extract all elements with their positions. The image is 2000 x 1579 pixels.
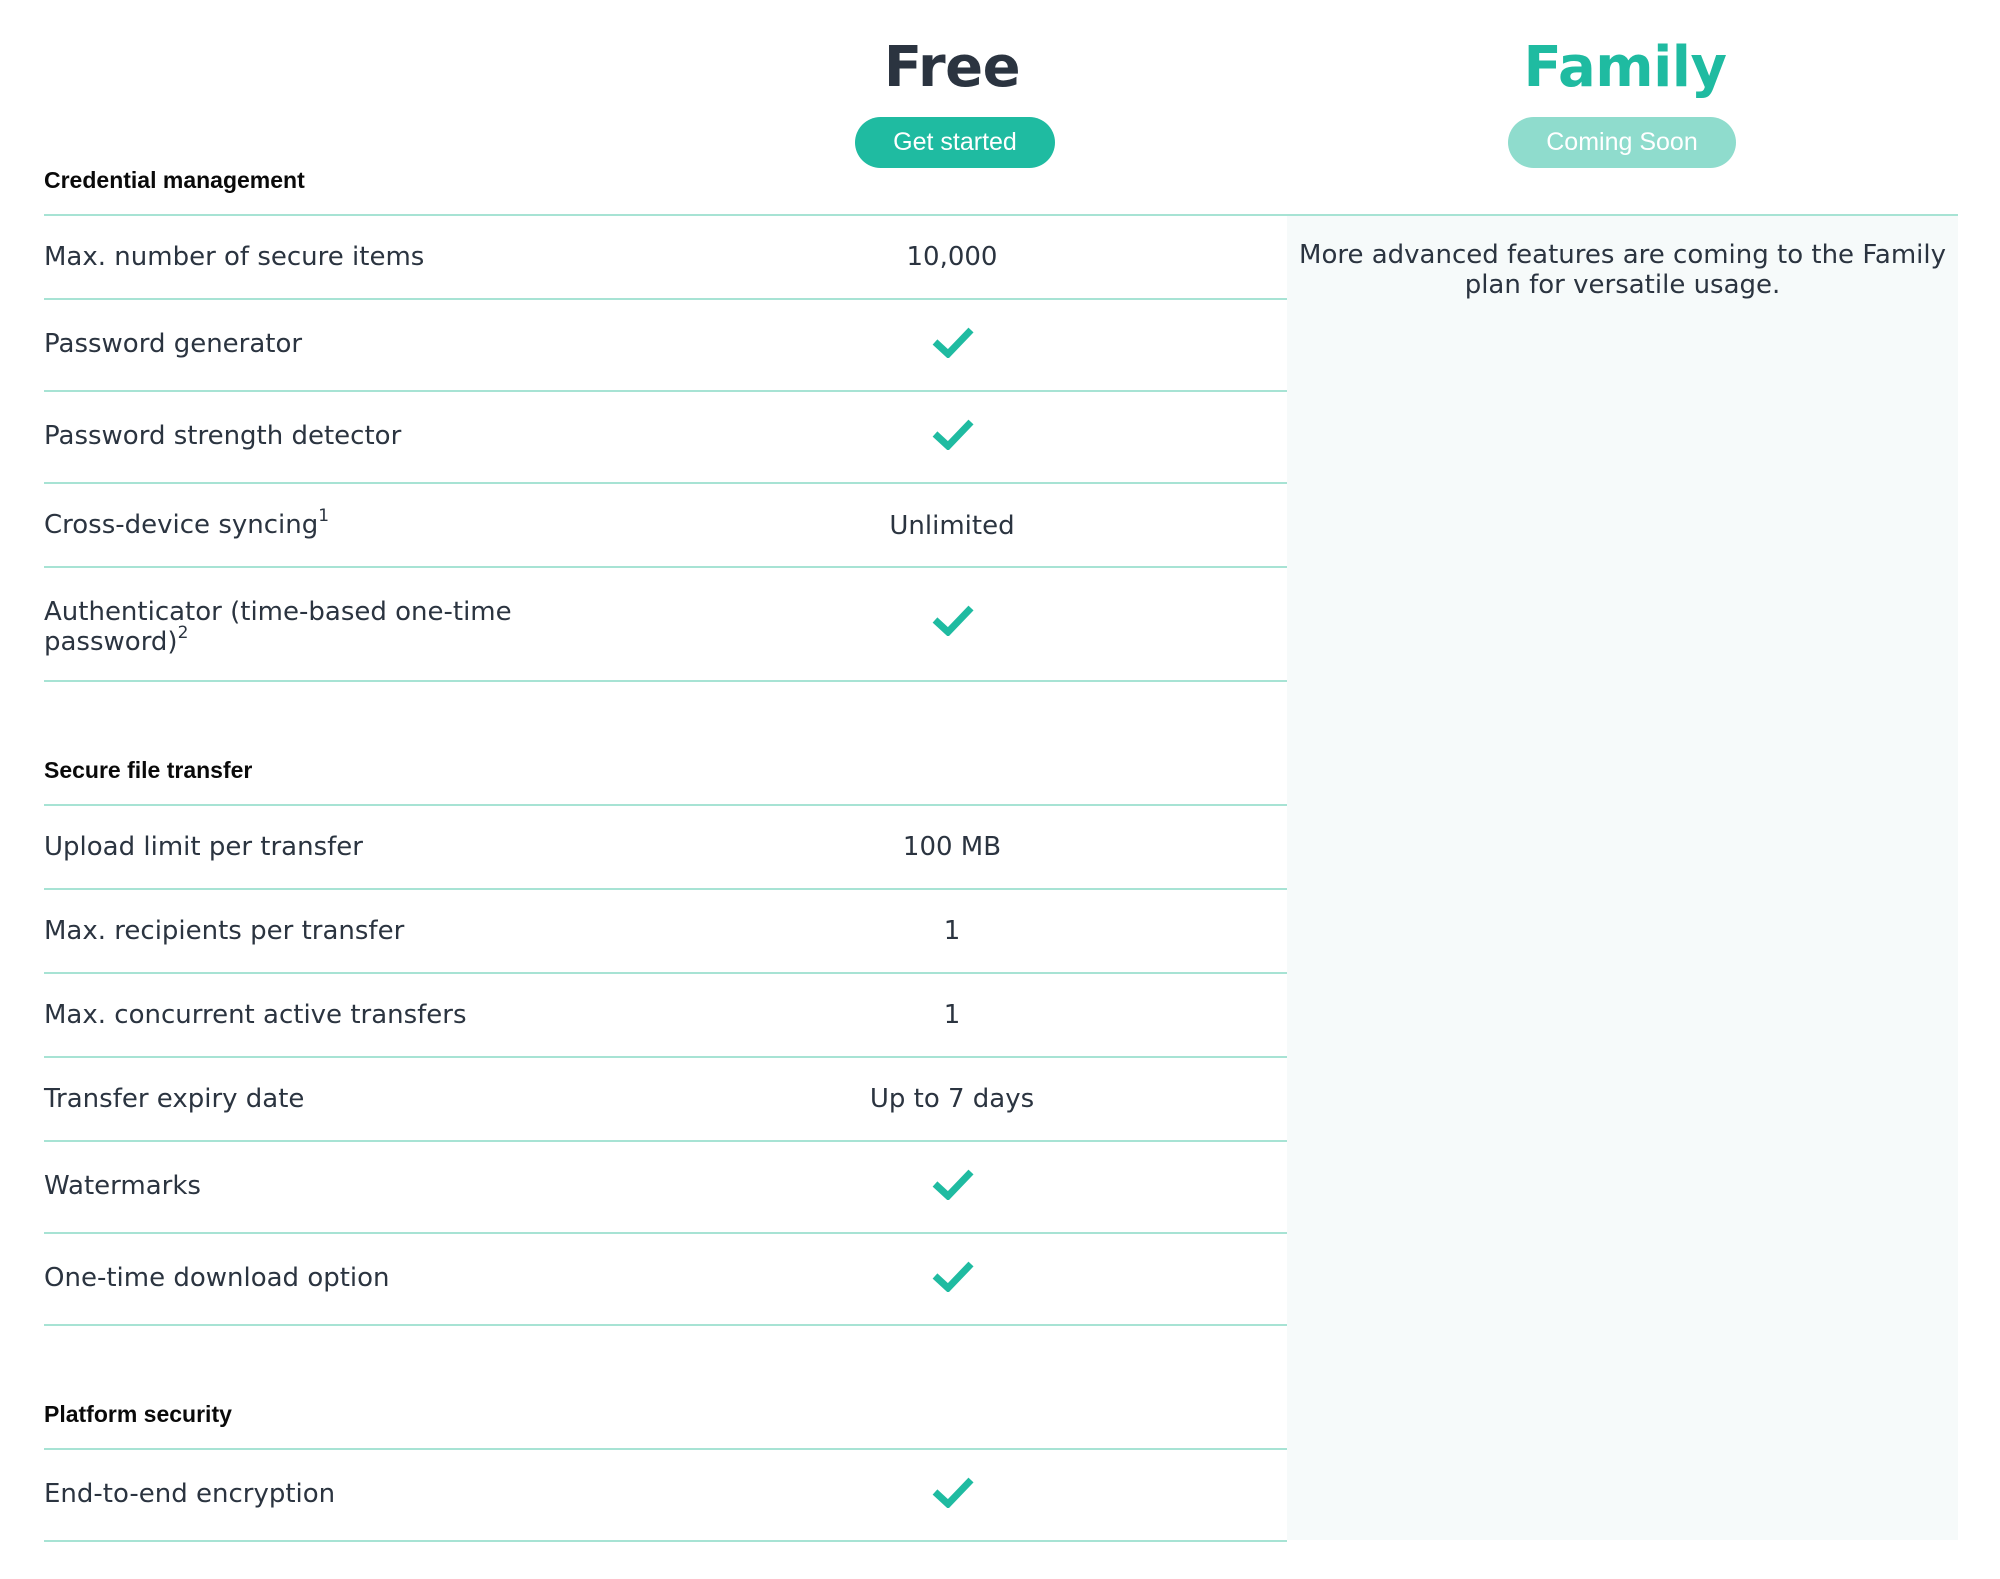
feature-label: Authenticator (time-based one-time password)$^2$ — [44, 597, 512, 657]
feature-label: Password generator — [44, 329, 303, 359]
feature-label: Max. recipients per transfer — [44, 916, 405, 946]
free-value: 100 MB — [902, 832, 1002, 862]
divider — [44, 214, 1958, 216]
feature-label: Max. number of secure items — [44, 242, 425, 272]
free-value: 1 — [943, 916, 961, 946]
check-icon — [932, 1260, 974, 1292]
divider — [44, 1140, 1287, 1142]
divider — [44, 482, 1287, 484]
divider — [44, 888, 1287, 890]
feature-label: Password strength detector — [44, 421, 402, 451]
check-icon — [932, 326, 974, 358]
check-icon — [932, 604, 974, 636]
free-value: Unlimited — [889, 511, 1015, 541]
section-title-credential-management: Credential management — [44, 167, 305, 193]
feature-label: One-time download option — [44, 1263, 390, 1293]
feature-label: Transfer expiry date — [44, 1084, 305, 1114]
footnote-marker: 2 — [177, 623, 189, 644]
divider — [44, 1540, 1287, 1542]
footnote-marker: 1 — [318, 506, 330, 527]
free-value: 10,000 — [906, 242, 998, 272]
check-icon — [932, 1168, 974, 1200]
coming-soon-button[interactable]: Coming Soon — [1508, 117, 1736, 168]
get-started-button[interactable]: Get started — [855, 117, 1055, 168]
divider — [44, 972, 1287, 974]
check-icon — [932, 418, 974, 450]
free-value: 1 — [943, 1000, 961, 1030]
feature-label: Upload limit per transfer — [44, 832, 363, 862]
divider — [44, 1324, 1287, 1326]
divider — [44, 1448, 1287, 1450]
family-plan-note: More advanced features are coming to the Family plan for versatile usage. — [1299, 240, 1946, 300]
divider — [44, 390, 1287, 392]
free-value: Up to 7 days — [869, 1084, 1035, 1114]
feature-label: End-to-end encryption — [44, 1479, 336, 1509]
divider — [44, 1232, 1287, 1234]
section-title-platform-security: Platform security — [44, 1401, 232, 1427]
family-plan-panel — [1287, 215, 1958, 1540]
check-icon — [932, 1476, 974, 1508]
divider — [44, 298, 1287, 300]
divider — [44, 1056, 1287, 1058]
free-plan-title: Free — [883, 35, 1021, 100]
family-plan-title: Family — [1523, 35, 1727, 100]
feature-label: Max. concurrent active transfers — [44, 1000, 467, 1030]
section-title-secure-file-transfer: Secure file transfer — [44, 757, 253, 783]
divider — [44, 804, 1287, 806]
divider — [44, 566, 1287, 568]
divider — [44, 680, 1287, 682]
feature-label: Watermarks — [44, 1171, 201, 1201]
feature-label: Cross-device syncing$^1$ — [44, 506, 330, 540]
